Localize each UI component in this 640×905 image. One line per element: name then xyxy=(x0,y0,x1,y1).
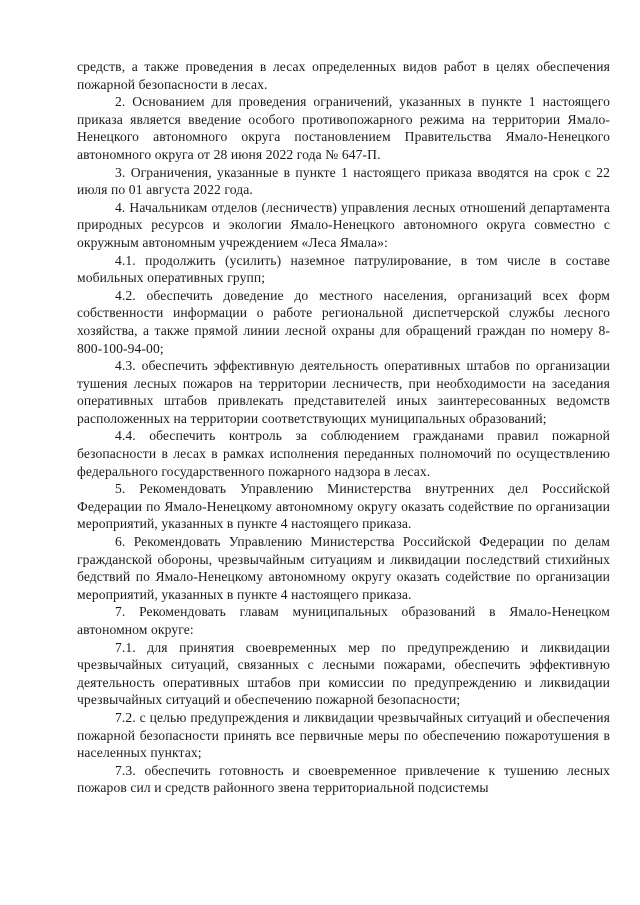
paragraph-item-2: 2. Основанием для проведения ограничений, указанных в пункте 1 настоящего приказа является введение особого противопожарного режима на территории Ямало-Ненецкого автономного округа постановлением Правительства Ямало-Ненецкого автономного округа от 28 июня 2022 года № 647-П. xyxy=(77,94,610,162)
paragraph-item-4-3: 4.3. обеспечить эффективную деятельность оперативных штабов по организации тушения лесных пожаров на территории лесничеств, при необходимости на заседания оперативных штабов привлекать представителей иных заинтересованных ведомств расположенных на территории соответствующих муниципальных образований; xyxy=(77,358,610,426)
paragraph-item-7: 7. Рекомендовать главам муниципальных образований в Ямало-Ненецком автономном округе: xyxy=(77,604,610,637)
paragraph-item-5: 5. Рекомендовать Управлению Министерства внутренних дел Российской Федерации по Ямало-Ненецкому автономному округу оказать содействие по организации мероприятий, указанных в пункте 4 настоящего приказа. xyxy=(77,481,610,532)
paragraph-item-4: 4. Начальникам отделов (лесничеств) управления лесных отношений департамента природных ресурсов и экологии Ямало-Ненецкого автономного округа совместно с окружным автономным учреждением «Леса Ямала»: xyxy=(77,199,610,250)
paragraph-item-4-1: 4.1. продолжить (усилить) наземное патрулирование, в том числе в составе мобильных оперативных групп; xyxy=(77,252,610,286)
paragraph-item-7-2: 7.2. с целью предупреждения и ликвидации чрезвычайных ситуаций и обеспечения пожарной безопасности принять все первичные меры по обеспечению пожаротушения в населенных пунктах; xyxy=(77,709,610,761)
paragraph-item-3: 3. Ограничения, указанные в пункте 1 настоящего приказа вводятся на срок с 22 июля по 01 августа 2022 года. xyxy=(77,164,610,198)
paragraph-item-4-4: 4.4. обеспечить контроль за соблюдением гражданами правил пожарной безопасности в лесах в рамках исполнения переданных полномочий по осуществлению федерального государственного пожарного надзора в лесах. xyxy=(77,428,610,479)
paragraph-item-7-1: 7.1. для принятия своевременных мер по предупреждению и ликвидации чрезвычайных ситуаций, связанных с лесными пожарами, обеспечить эффективную деятельность оперативных штабов при комиссии по предупреждению и ликвидации чрезвычайных ситуаций и обеспечению пожарной безопасности; xyxy=(77,639,610,708)
paragraph-continuation: средств, а также проведения в лесах определенных видов работ в целях обеспечения пожарной безопасности в лесах. xyxy=(77,59,610,92)
paragraph-item-4-2: 4.2. обеспечить доведение до местного населения, организаций всех форм собственности информации о работе региональной диспетчерской службы лесного хозяйства, а также прямой линии лесной охраны для обращений граждан по номеру 8-800-100-94-00; xyxy=(77,287,610,356)
paragraph-item-7-3: 7.3. обеспечить готовность и своевременное привлечение к тушению лесных пожаров сил и средств районного звена территориальной подсистемы xyxy=(77,762,610,796)
paragraph-item-6: 6. Рекомендовать Управлению Министерства Российской Федерации по делам гражданской обороны, чрезвычайным ситуациям и ликвидации последствий стихийных бедствий по Ямало-Ненецкому автономному округу оказать содействие по организации мероприятий, указанных в пункте 4 настоящего приказа. xyxy=(77,534,610,602)
